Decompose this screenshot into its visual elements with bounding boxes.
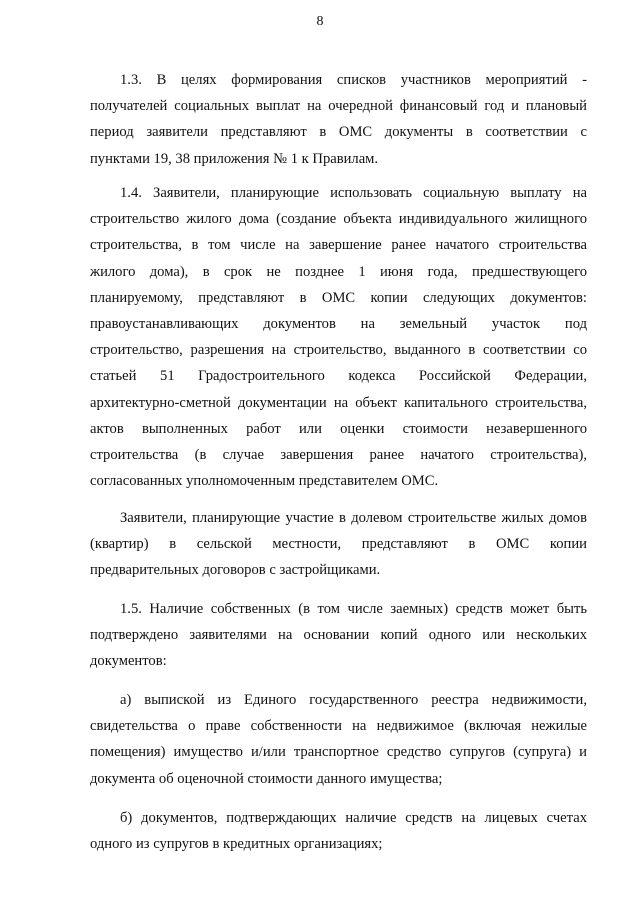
text-line: планируемому, представляют в ОМС копии следующих документов: xyxy=(90,289,587,306)
text-line: архитектурно-сметной документации на объект капитального строительства, xyxy=(90,394,587,411)
text-line: б) документов, подтверждающих наличие средств на лицевых счетах xyxy=(120,810,587,826)
paragraph-1-4 xyxy=(90,180,587,494)
text-line: предварительных договоров с застройщиками. xyxy=(90,562,381,579)
text-line: жилого дома), в срок не позднее 1 июня года, предшествующего xyxy=(90,263,587,280)
text-line: одного из супругов в кредитных организациях; xyxy=(90,836,383,853)
text-line: свидетельства о праве собственности на недвижимое (включая нежилые xyxy=(90,718,587,735)
text-line: а) выпиской из Единого государственного реестра недвижимости, xyxy=(120,692,587,708)
paragraph-item-b xyxy=(90,805,587,857)
text-line: статьей 51 Градостроительного кодекса Российской Федерации, xyxy=(90,368,587,385)
text-line: актов выполненных работ или оценки стоимости незавершенного xyxy=(90,420,587,437)
page-number: 8 xyxy=(316,14,324,29)
text-line: (квартир) в сельской местности, представляют в ОМС копии xyxy=(90,536,587,553)
text-line: получателей социальных выплат на очередной финансовый год и плановый xyxy=(90,98,587,115)
paragraph-item-a xyxy=(90,687,587,792)
text-line: 1.4. Заявители, планирующие использовать социальную выплату на xyxy=(120,185,587,201)
paragraph-shared-construction xyxy=(90,505,587,584)
text-line: помещения) имущество и/или транспортное средство супругов (супруга) и xyxy=(90,744,587,761)
text-line: строительства, в том числе на завершение ранее начатого строительства xyxy=(90,237,587,254)
text-line: согласованных уполномоченным представителем ОМС. xyxy=(90,473,439,490)
paragraph-1-3 xyxy=(90,67,587,172)
text-line: строительство, разрешения на строительство, выданного в соответствии со xyxy=(90,342,587,359)
text-line: правоустанавливающих документов на земельный участок под xyxy=(90,316,587,333)
text-line: строительства (в случае завершения ранее начатого строительства), xyxy=(90,447,587,464)
text-line: документа об оценочной стоимости данного имущества; xyxy=(90,770,443,787)
paragraph-1-5 xyxy=(90,596,587,675)
text-line: документов: xyxy=(90,653,167,670)
text-line: строительство жилого дома (создание объекта индивидуального жилищного xyxy=(90,211,587,228)
text-line: подтверждено заявителями на основании копий одного или нескольких xyxy=(90,627,587,644)
text-line: пунктами 19, 38 приложения № 1 к Правилам. xyxy=(90,150,379,167)
text-line: 1.3. В целях формирования списков участников мероприятий - xyxy=(120,72,587,88)
text-line: 1.5. Наличие собственных (в том числе заемных) средств может быть xyxy=(120,601,587,617)
text-line: период заявители представляют в ОМС документы в соответствии с xyxy=(90,124,587,141)
text-line: Заявители, планирующие участие в долевом строительстве жилых домов xyxy=(120,510,587,526)
